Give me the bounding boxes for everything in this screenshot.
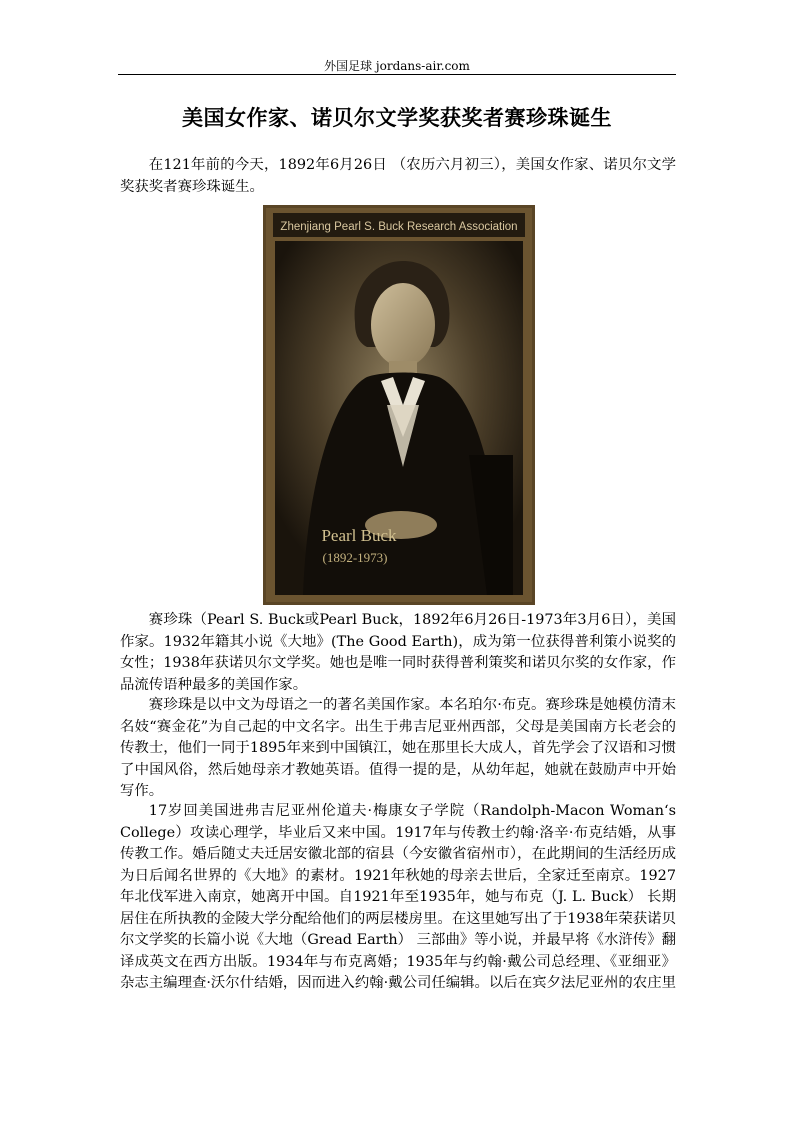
photo-name: Pearl Buck: [321, 526, 397, 545]
paragraph-name-origin: 赛珍珠是以中文为母语之一的著名美国作家。本名珀尔·布克。赛珍珠是她模仿清末名妓“赛金花”为自己起的中文名字。出生于弗吉尼亚州西部，父母是美国南方长老会的传教士，他们一同于1895年来到中国镇江，她在那里长大成人，首先学会了汉语和习惯了中国风俗，然后她母亲才教她英语。值得一提的是，从幼年起，她就在鼓励声中开始写作。: [120, 697, 676, 799]
page-header: 外国足球 jordans-air.com: [324, 59, 470, 73]
portrait-photo: [263, 205, 535, 605]
paragraph-intro: 在121年前的今天，1892年6月26日 （农历六月初三），美国女作家、诺贝尔文学奖获奖者赛珍珠诞生。: [120, 157, 676, 195]
photo-banner: Zhenjiang Pearl S. Buck Research Association: [280, 221, 518, 233]
header-rule: [118, 74, 676, 75]
paragraph-bio: 赛珍珠（Pearl S. Buck或Pearl Buck，1892年6月26日-1973年3月6日），美国作家。1932年籍其小说《大地》(The Good Earth)，成为第一位获得普利策小说奖的女性；1938年获诺贝尔文学奖。她也是唯一同时获得普利策奖和诺贝尔奖的女作家，作品流传语种最多的美国作家。: [120, 612, 676, 693]
portrait-face: [371, 283, 435, 367]
article-title: 美国女作家、诺贝尔文学奖获奖者赛珍珠诞生: [182, 105, 612, 130]
paragraph-career: 17岁回美国进弗吉尼亚州伦道夫·梅康女子学院（Randolph-Macon Woman‘s College）攻读心理学，毕业后又来中国。1917年与传教士约翰·洛辛·布克结婚，从事传教工作。婚后随丈夫迁居安徽北部的宿县（今安徽省宿州市），在此期间的生活经历成为日后闻名世界的《大地》的素材。1921年秋她的母亲去世后，全家迁至南京。1927年北伐军进入南京，她离开中国。自1921年至1935年，她与布克（J. L. Buck） 长期居住在所执教的金陵大学分配给他们的两层楼房里。在这里她写出了于1938年荣获诺贝尔文学奖的长篇小说《大地（Gread Earth） 三部曲》等小说，并最早将《水浒传》翻译成英文在西方出版。1934年与布克离婚；1935年与约翰·戴公司总经理、《亚细亚》杂志主编理查·沃尔什结婚，因而进入约翰·戴公司任编辑。以后在宾夕法尼亚州的农庄里: [120, 803, 676, 991]
photo-years: (1892-1973): [322, 550, 388, 565]
